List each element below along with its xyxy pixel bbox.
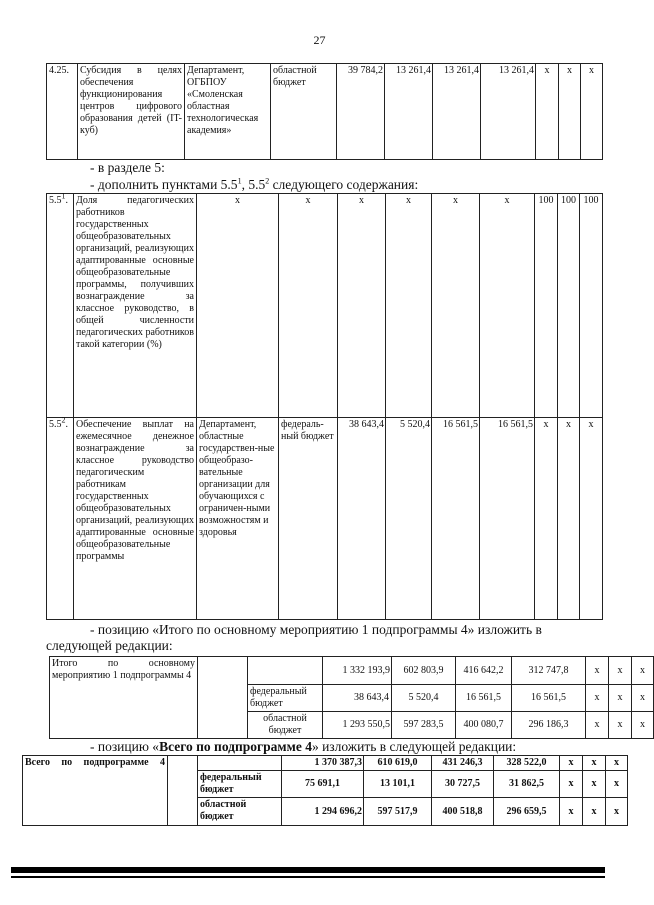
- indicator-2: х: [558, 418, 580, 620]
- year3-value: 16 561,5: [480, 418, 535, 620]
- indicator-2: х: [583, 798, 606, 826]
- empty-cell: [168, 756, 198, 826]
- indicator-3: 100: [580, 194, 603, 418]
- year1-value: 602 803,9: [392, 657, 456, 685]
- add-items-text: - дополнить пунктами $5.5^1$, $5.5^2$ следующего содержания:: [90, 176, 419, 192]
- indicator-3: х: [632, 712, 654, 739]
- indicator-1: 100: [535, 194, 558, 418]
- indicator-2: х: [609, 712, 632, 739]
- year2-value: 416 642,2: [456, 657, 512, 685]
- year2-value: 16 561,5: [456, 685, 512, 712]
- cell-x: х: [432, 194, 480, 418]
- year3-value: 31 862,5: [494, 771, 560, 798]
- indicator-2: 100: [558, 194, 580, 418]
- total-value: 39 784,2: [337, 64, 385, 160]
- indicator-1: х: [536, 64, 559, 160]
- funding-source: федеральный бюджет: [248, 685, 323, 712]
- indicator-3: х: [632, 657, 654, 685]
- year2-value: 400 080,7: [456, 712, 512, 739]
- indicator-1: х: [586, 685, 609, 712]
- footer-rule-thin: [11, 876, 605, 878]
- year1-value: 597 283,5: [392, 712, 456, 739]
- year1-value: 610 619,0: [364, 756, 432, 771]
- indicator-1: х: [535, 418, 558, 620]
- funding-source: федераль-ный бюджет: [279, 418, 338, 620]
- year1-value: 597 517,9: [364, 798, 432, 826]
- year2-value: 13 261,4: [433, 64, 481, 160]
- row-number: $5.5^1$.: [47, 194, 74, 418]
- year2-value: 400 518,8: [432, 798, 494, 826]
- year3-value: 296 659,5: [494, 798, 560, 826]
- indicator-3: х: [580, 418, 603, 620]
- year3-value: 13 261,4: [481, 64, 536, 160]
- year1-value: 13 101,1: [364, 771, 432, 798]
- indicator-name: Доля педагогических работников государственных общеобразовательных организаций, реализующих адаптированные основные общеобразовательные программы, получивших вознаграждение за классное руководство, в общей численности педагогических работников такой категории (%): [74, 194, 197, 418]
- year1-value: 5 520,4: [392, 685, 456, 712]
- executor: Департамент, областные государствен-ные общеобразо-вательные организации для обучающихся с ограничен-ными возможностям и здоровья: [197, 418, 279, 620]
- indicator-3: х: [606, 771, 628, 798]
- section-5-text: - в разделе 5:: [90, 160, 165, 175]
- executor: Департамент, ОГБПОУ «Смоленская областная технологическая академия»: [185, 64, 271, 160]
- total-value: 38 643,4: [338, 418, 386, 620]
- indicator-2: х: [609, 685, 632, 712]
- year2-value: 16 561,5: [432, 418, 480, 620]
- indicator-1: х: [560, 771, 583, 798]
- footer-rule-thick: [11, 867, 605, 873]
- year1-value: 13 261,4: [385, 64, 433, 160]
- table-total-measure-1: [49, 656, 654, 739]
- funding-source: федеральный бюджет: [198, 771, 282, 798]
- year3-value: 328 522,0: [494, 756, 560, 771]
- indicator-2: х: [609, 657, 632, 685]
- measure-name: Субсидия в целях обеспечения функционирования центров цифрового образования детей (IT-куб): [78, 64, 185, 160]
- total-value: 75 691,1: [282, 771, 364, 798]
- indicator-2: х: [559, 64, 581, 160]
- cell-x: х: [386, 194, 432, 418]
- funding-source: областной бюджет: [271, 64, 337, 160]
- funding-source: областной бюджет: [248, 712, 323, 739]
- indicator-1: х: [560, 798, 583, 826]
- row-number: $5.5^2$.: [47, 418, 74, 620]
- total-position-text-2: следующей редакции:: [46, 638, 173, 653]
- subprogram-total-text: - позицию «Всего по подпрограмме 4» изложить в следующей редакции:: [90, 739, 517, 754]
- total-value: 38 643,4: [323, 685, 392, 712]
- page-number: 27: [313, 33, 326, 47]
- table-subprogram-total: [22, 755, 628, 826]
- indicator-3: х: [606, 756, 628, 771]
- table-row-4-25: [46, 63, 603, 160]
- total-label: Всего по подпрограмме 4: [23, 756, 168, 826]
- indicator-2: х: [583, 756, 606, 771]
- total-value: 1 293 550,5: [323, 712, 392, 739]
- year3-value: 312 747,8: [512, 657, 586, 685]
- table-items-5-5: [46, 193, 603, 620]
- cell-x: х: [338, 194, 386, 418]
- year3-value: 296 186,3: [512, 712, 586, 739]
- measure-name: Обеспечение выплат на ежемесячное денежное вознаграждение за классное руководство педагогическим работникам государственных общеобразовательных организаций, реализующих адаптированные основные общеобразовательные программы: [74, 418, 197, 620]
- cell-x: х: [197, 194, 279, 418]
- cell-x: х: [279, 194, 338, 418]
- total-value: 1 332 193,9: [323, 657, 392, 685]
- indicator-1: х: [586, 657, 609, 685]
- year3-value: 16 561,5: [512, 685, 586, 712]
- year2-value: 30 727,5: [432, 771, 494, 798]
- funding-source: областной бюджет: [198, 798, 282, 826]
- row-number: 4.25.: [47, 64, 78, 160]
- funding-source: [248, 657, 323, 685]
- total-label: Итого по основному мероприятию 1 подпрограммы 4: [50, 657, 198, 739]
- total-value: 1 294 696,2: [282, 798, 364, 826]
- total-position-text: - позицию «Итого по основному мероприятию 1 подпрограммы 4» изложить в: [90, 622, 542, 637]
- year2-value: 431 246,3: [432, 756, 494, 771]
- year1-value: 5 520,4: [386, 418, 432, 620]
- indicator-1: х: [560, 756, 583, 771]
- indicator-3: х: [606, 798, 628, 826]
- total-value: 1 370 387,3: [282, 756, 364, 771]
- indicator-3: х: [581, 64, 603, 160]
- funding-source: [198, 756, 282, 771]
- indicator-3: х: [632, 685, 654, 712]
- cell-x: х: [480, 194, 535, 418]
- indicator-2: х: [583, 771, 606, 798]
- indicator-1: х: [586, 712, 609, 739]
- empty-cell: [198, 657, 248, 739]
